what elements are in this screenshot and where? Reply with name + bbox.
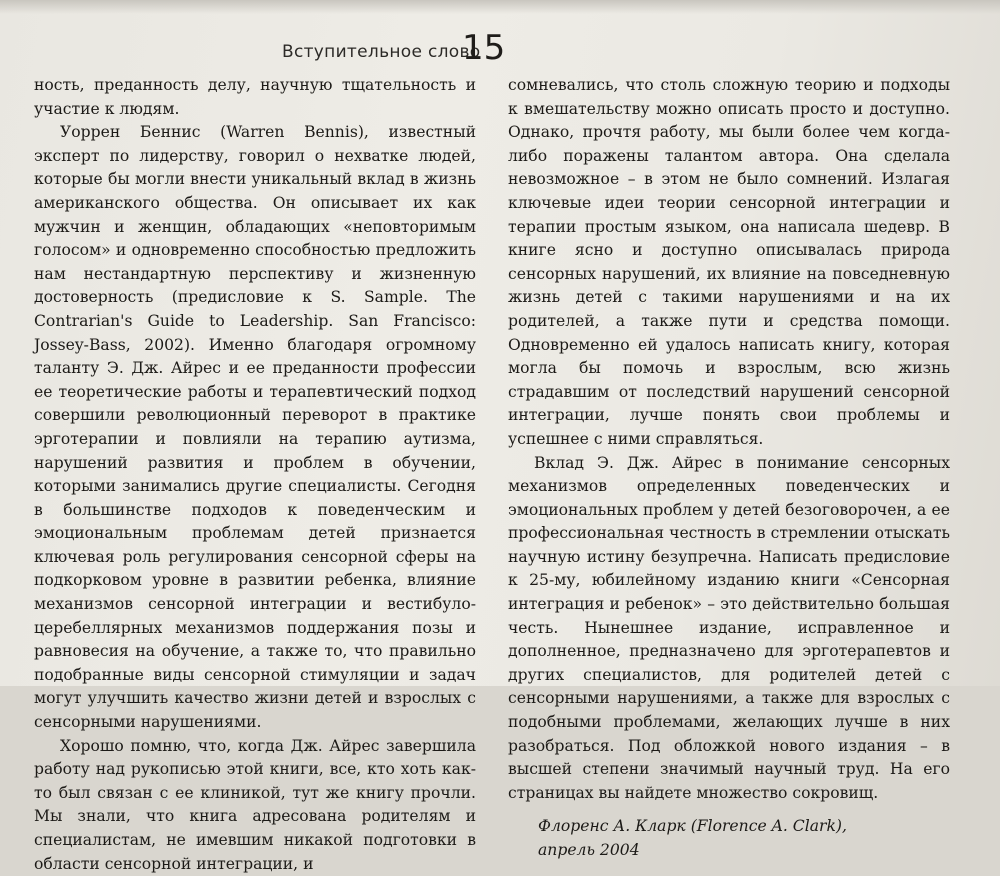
page-number: 15: [462, 28, 506, 68]
paragraph: Уоррен Беннис (Warren Bennis), известный эксперт по лидерству, говорил о нехватке людей, которые бы могли внести уникальный вклад в жизнь американского общества. Он описывает их как мужчин и женщин, обладающих «неповторимым голосом» и одновременно способностью предложить нам нестандартную перспективу и жизненную достоверность (предисловие к S. Sample. The Contrarian's Guide to Leadership. San Francisco: Jossey-Bass, 2002). Именно благодаря огромному таланту Э. Дж. Айрес и ее преданности профессии ее теоретические работы и терапевтический подход совершили революционный переворот в практике эрготерапии и повлияли на терапию аутизма, нарушений развития и проблем в обучении, которыми занимались другие специалисты. Сегодня в большинстве подходов к поведенческим и эмоциональным проблемам детей признается ключевая роль регулирования сенсорной сферы на подкорковом уровне в развитии ребенка, влияние механизмов сенсорной интеграции и вестибуло-церебеллярных механизмов поддержания позы и равновесия на обучение, а также то, что правильно подобранные виды сенсорной стимуляции и задач могут улучшить качество жизни детей и взрослых с сенсорными нарушениями.: [34, 123, 476, 732]
signature-date: апрель 2004: [538, 841, 640, 859]
left-column: [34, 74, 476, 876]
signature-name: Флоренс А. Кларк (Florence A. Clark),: [538, 817, 847, 836]
page-header: [0, 28, 1000, 68]
signature: [508, 815, 950, 862]
paragraph: Хорошо помню, что, когда Дж. Айрес завершила работу над рукописью этой книги, все, кто хоть как-то был связан с ее клиникой, тут же книгу прочли. Мы знали, что книга адресована родителям и специалистам, не имевшим никакой подготовки в области сенсорной интеграции, и: [34, 736, 476, 873]
paragraph: ность, преданность делу, научную тщательность и участие к людям.: [34, 76, 476, 118]
running-title: Вступительное слово: [282, 42, 481, 62]
paragraph: сомневались, что столь сложную теорию и подходы к вмешательству можно описать просто и доступно. Однако, прочтя работу, мы были более чем когда-либо поражены талантом автора. Она сделала невозможное – в этом не было сомнений. Излагая ключевые идеи теории сенсорной интеграции и терапии простым языком, она написала шедевр. В книге ясно и доступно описывалась природа сенсорных нарушений, их влияние на повседневную жизнь детей с такими нарушениями и на их родителей, а также пути и средства помощи. Одновременно ей удалось написать книгу, которая могла бы помочь и взрослым, всю жизнь страдавшим от последствий нарушений сенсорной интеграции, лучше понять свои проблемы и успешнее с ними справляться.: [508, 76, 950, 448]
page-shadow: [0, 0, 1000, 14]
right-column: [508, 74, 950, 863]
paragraph: Вклад Э. Дж. Айрес в понимание сенсорных механизмов определенных поведенческих и эмоциональных проблем у детей безоговорочен, а ее профессиональная честность в стремлении отыскать научную истину безупречна. Написать предисловие к 25-му, юбилейному изданию книги «Сенсорная интеграция и ребенок» – это действительно большая честь. Нынешнее издание, исправленное и дополненное, предназначено для эрготерапевтов и других специалистов, для родителей детей с сенсорными нарушениями, а также для взрослых с подобными проблемами, желающих лучше в них разобраться. Под обложкой нового издания – в высшей степени значимый научный труд. На его страницах вы найдете множество сокровищ.: [508, 453, 950, 802]
